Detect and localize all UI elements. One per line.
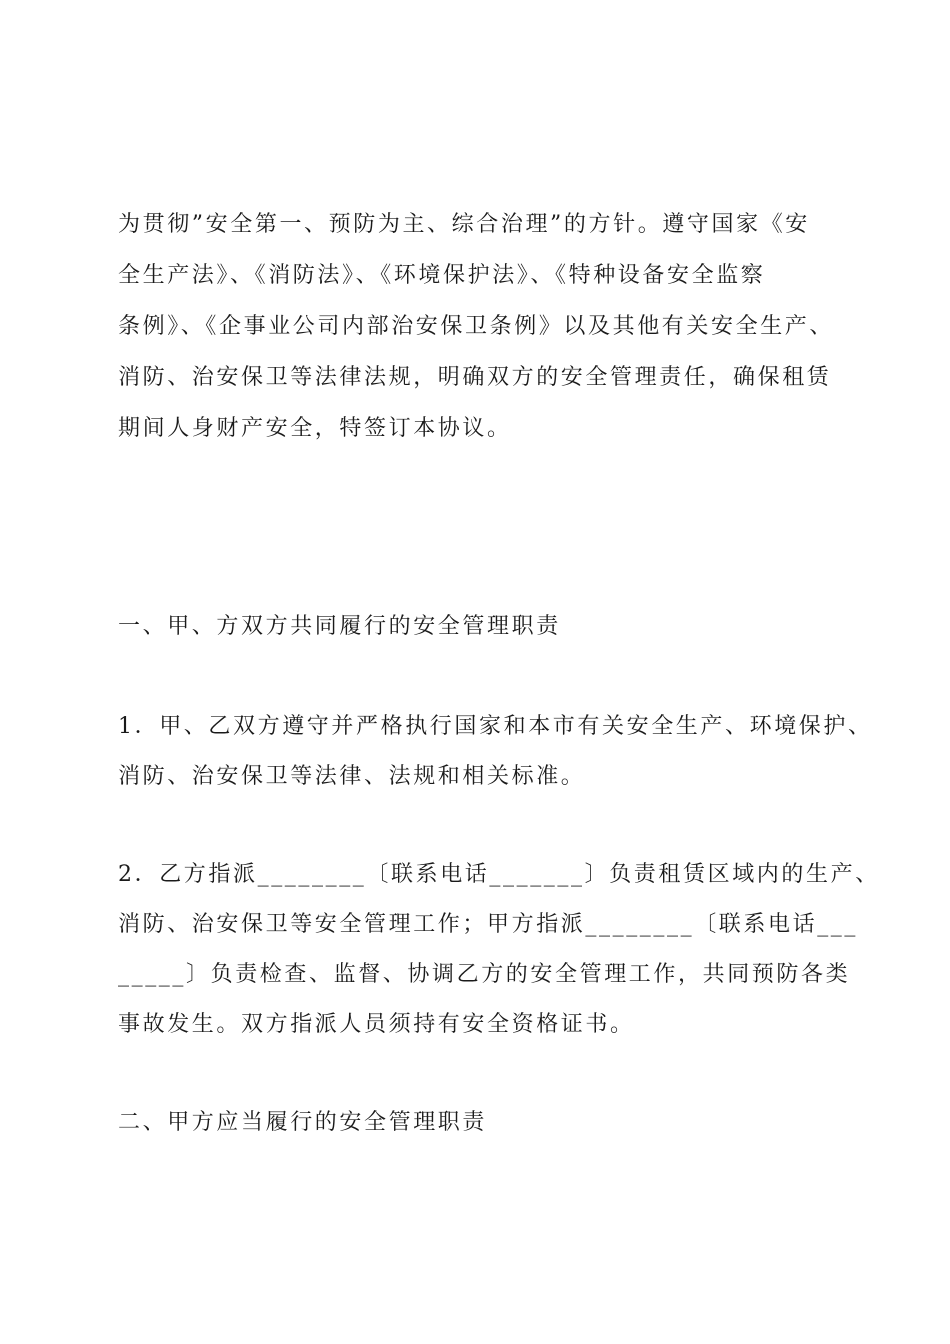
intro-paragraph-line: 期间人身财产安全，特签订本协议。 — [118, 416, 512, 441]
intro-paragraph-line: 消防、治安保卫等法律法规，明确双方的安全管理责任，确保租赁 — [118, 365, 832, 390]
clause-1-line: 1．甲、乙双方遵守并严格执行国家和本市有关安全生产、环境保护、 — [118, 714, 873, 739]
intro-paragraph-line: 为贯彻”安全第一、预防为主、综合治理”的方针。遵守国家《安 — [118, 212, 810, 237]
intro-paragraph-line: 条例》、《企事业公司内部治安保卫条例》以及其他有关安全生产、 — [118, 314, 835, 339]
section-heading: 二、甲方应当履行的安全管理职责 — [118, 1110, 488, 1135]
section-heading: 一、甲、方双方共同履行的安全管理职责 — [118, 614, 561, 639]
clause-1-line: 消防、治安保卫等法律、法规和相关标准。 — [118, 764, 586, 789]
clause-2-line: 事故发生。双方指派人员须持有安全资格证书。 — [118, 1012, 635, 1037]
intro-paragraph-line: 全生产法》、《消防法》、《环境保护法》、《特种设备安全监察 — [118, 263, 766, 288]
clause-2-line: 2．乙方指派________〔联系电话_______〕负责租赁区域内的生产、 — [118, 862, 880, 887]
clause-2-line: _____〕负责检查、监督、协调乙方的安全管理工作，共同预防各类 — [118, 962, 851, 987]
clause-2-line: 消防、治安保卫等安全管理工作；甲方指派________〔联系电话___ — [118, 912, 859, 937]
